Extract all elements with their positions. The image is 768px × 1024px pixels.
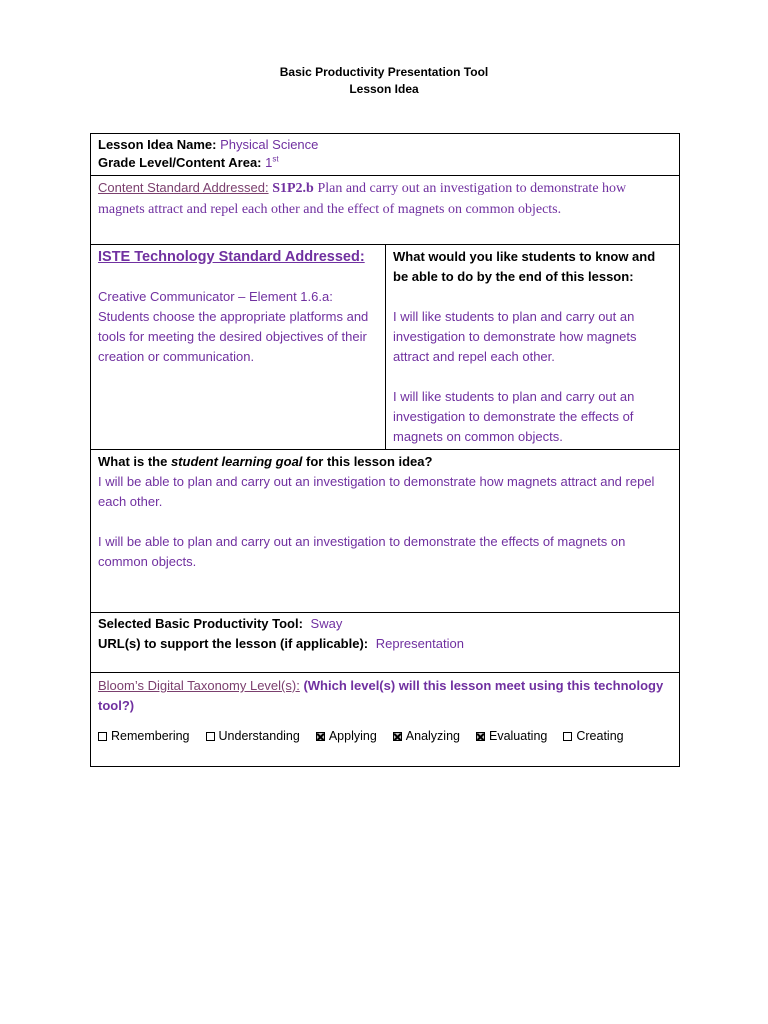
blooms-option-applying[interactable] xyxy=(316,726,377,746)
blooms-heading xyxy=(98,676,672,716)
iste-standard-text[interactable]: Creative Communicator – Element 1.6.a: Students choose the appropriate platforms and tools for meeting the desired objectives of their creation or communication. xyxy=(98,289,369,364)
content-standard-text[interactable]: Plan and carry out an investigation to demonstrate how magnets attract and repel each other and the effect of magnets on common objects. xyxy=(98,181,627,217)
document-title: Basic Productivity Presentation Tool xyxy=(279,65,489,79)
learning-goal-cell xyxy=(91,450,680,613)
learning-goal-row xyxy=(91,450,680,613)
content-standard-code: S1P2.b xyxy=(272,181,314,196)
blooms-option-evaluating[interactable] xyxy=(476,726,547,746)
content-standard-row xyxy=(91,176,680,245)
url-value[interactable]: Representation xyxy=(375,636,464,651)
checkbox-unchecked-icon[interactable] xyxy=(206,732,215,741)
grade-number: 1 xyxy=(265,155,273,170)
grade-level-label: Grade Level/Content Area: xyxy=(98,155,262,170)
blooms-option-creating[interactable] xyxy=(563,726,623,746)
blooms-option-label: Understanding xyxy=(218,729,300,743)
objectives-answer-2[interactable]: I will like students to plan and carry out an investigation to demonstrate the effects of magnets on common objects. xyxy=(393,389,635,444)
lesson-name-value[interactable]: Physical Science xyxy=(220,137,319,152)
blooms-cell xyxy=(91,673,680,767)
objectives-cell xyxy=(386,245,680,450)
blooms-row xyxy=(91,673,680,767)
blooms-option-remembering[interactable] xyxy=(98,726,190,746)
checkbox-unchecked-icon[interactable] xyxy=(98,732,107,741)
blooms-option-understanding[interactable] xyxy=(206,726,300,746)
checkbox-unchecked-icon[interactable] xyxy=(563,732,572,741)
tool-label: Selected Basic Productivity Tool: xyxy=(98,616,303,631)
content-standard-cell xyxy=(91,176,680,245)
blooms-option-label: Evaluating xyxy=(488,729,548,743)
iste-cell xyxy=(91,245,386,450)
document-subtitle: Lesson Idea xyxy=(349,82,419,96)
lesson-idea-table xyxy=(90,133,680,767)
tool-line xyxy=(98,614,672,634)
tool-row xyxy=(91,613,680,673)
blooms-option-label: Remembering xyxy=(111,729,190,743)
checkbox-checked-icon[interactable] xyxy=(316,732,325,741)
grade-level-value[interactable] xyxy=(265,155,278,170)
grade-level-line xyxy=(98,153,672,173)
blooms-option-label: Analyzing xyxy=(405,729,460,743)
lesson-name-line xyxy=(98,135,672,155)
lesson-name-row xyxy=(91,134,680,176)
checkbox-checked-icon[interactable] xyxy=(393,732,402,741)
tool-cell xyxy=(91,613,680,673)
checkbox-checked-icon[interactable] xyxy=(476,732,485,741)
lesson-name-cell xyxy=(91,134,680,176)
blooms-label: Bloom’s Digital Taxonomy Level(s): xyxy=(98,678,300,693)
standards-objectives-row xyxy=(91,245,680,450)
tool-value[interactable]: Sway xyxy=(310,616,343,631)
learning-goal-prefix: What is the xyxy=(98,454,171,469)
blooms-option-label: Applying xyxy=(328,729,377,743)
learning-goal-italic: student learning goal xyxy=(170,454,303,469)
learning-goal-question xyxy=(98,452,672,472)
blooms-question: (Which level(s) will this lesson meet using this technology tool?) xyxy=(98,678,664,713)
objectives-question: What would you like students to know and be able to do by the end of this lesson: xyxy=(393,249,656,284)
content-standard-label: Content Standard Addressed: xyxy=(98,180,269,195)
blooms-option-label: Creating xyxy=(576,729,624,743)
learning-goal-answer-2[interactable]: I will be able to plan and carry out an investigation to demonstrate the effects of magnets on common objects. xyxy=(98,534,626,569)
url-label: URL(s) to support the lesson (if applicable): xyxy=(98,636,369,651)
lesson-name-label: Lesson Idea Name: xyxy=(98,137,217,152)
url-line xyxy=(98,634,672,654)
grade-suffix: st xyxy=(272,154,279,164)
iste-heading: ISTE Technology Standard Addressed: xyxy=(98,249,365,265)
learning-goal-answer-1[interactable]: I will be able to plan and carry out an investigation to demonstrate how magnets attract and repel each other. xyxy=(98,474,655,509)
objectives-answer-1[interactable]: I will like students to plan and carry out an investigation to demonstrate how magnets attract and repel each other. xyxy=(393,309,637,364)
blooms-checkbox-list xyxy=(98,726,672,746)
document-header xyxy=(0,64,768,98)
blooms-option-analyzing[interactable] xyxy=(393,726,460,746)
learning-goal-suffix: for this lesson idea? xyxy=(302,454,433,469)
